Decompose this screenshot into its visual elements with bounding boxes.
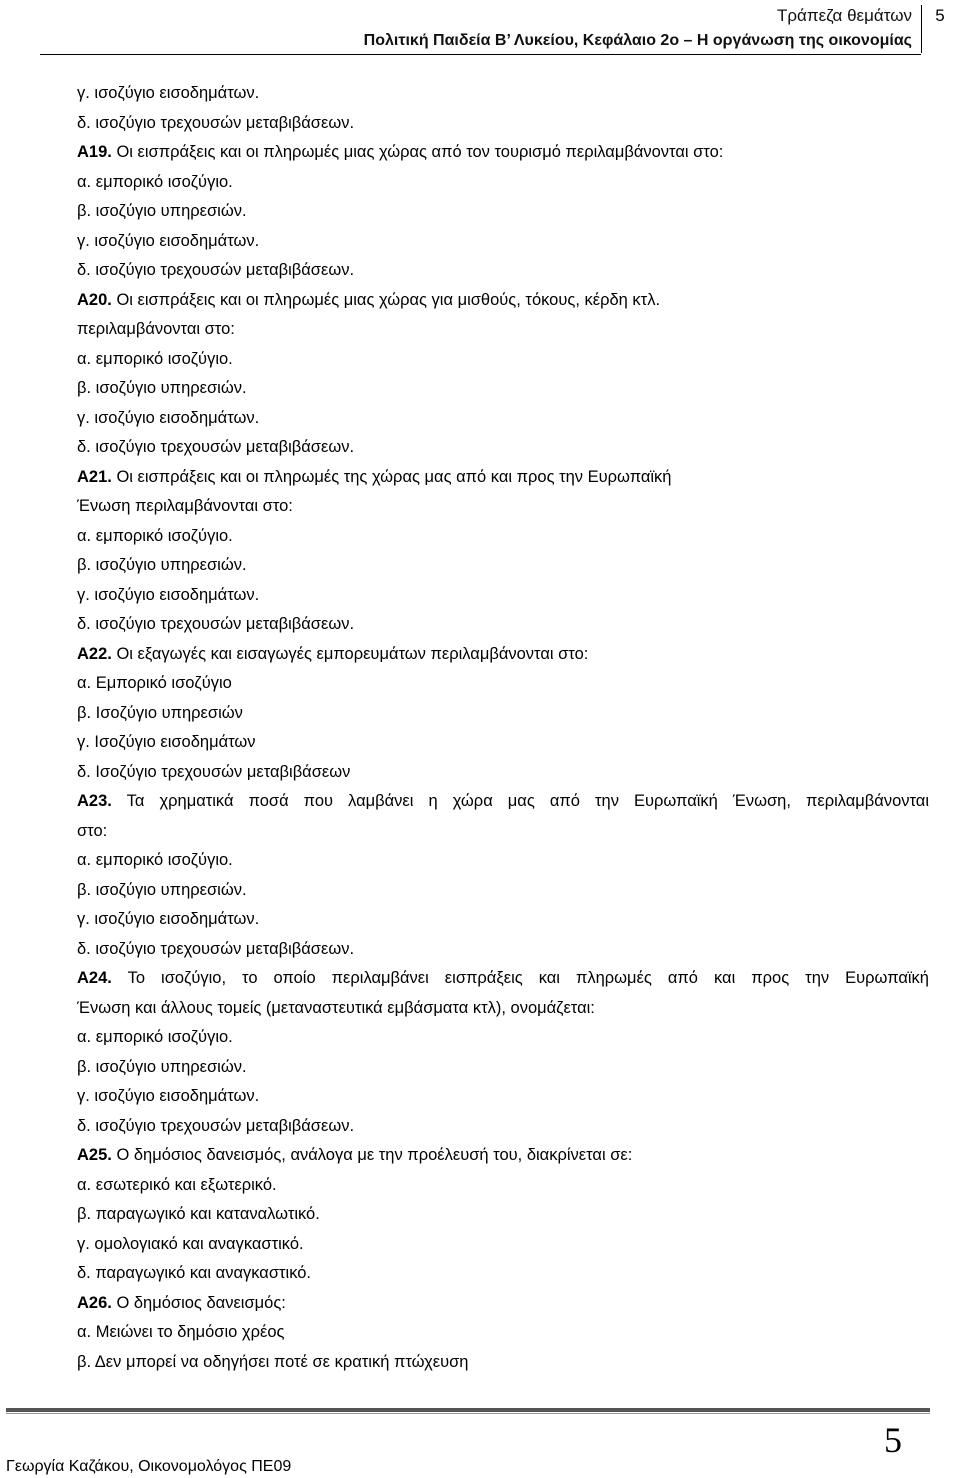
text-line bbox=[77, 699, 929, 729]
text-line bbox=[77, 817, 929, 847]
text-line bbox=[77, 522, 929, 552]
option-text: β. Ισοζύγιο υπηρεσιών bbox=[77, 703, 243, 722]
option-text: δ. ισοζύγιο τρεχουσών μεταβιβάσεων. bbox=[77, 438, 355, 456]
text-line bbox=[77, 1259, 929, 1289]
option-text: γ. ομολογιακό και αναγκαστικό. bbox=[77, 1234, 304, 1253]
question-text: Οι εισπράξεις και οι πληρωμές της χώρας μας από και προς την Ευρωπαϊκή bbox=[111, 467, 672, 486]
option-text: α. εμπορικό ισοζύγιο. bbox=[77, 349, 233, 368]
text-line bbox=[77, 728, 929, 758]
page-header bbox=[0, 0, 960, 60]
question-number: Α25. bbox=[77, 1146, 112, 1164]
option-text: β. παραγωγικό και καταναλωτικό. bbox=[77, 1205, 320, 1223]
question-line bbox=[77, 463, 929, 493]
text-line bbox=[77, 1348, 929, 1378]
question-number: Α20. bbox=[77, 290, 112, 309]
option-text: β. ισοζύγιο υπηρεσιών. bbox=[77, 379, 247, 397]
text-line bbox=[77, 994, 929, 1024]
option-text: γ. ισοζύγιο εισοδημάτων. bbox=[77, 84, 260, 102]
text-line bbox=[77, 905, 929, 935]
option-text: γ. ισοζύγιο εισοδημάτων. bbox=[77, 1087, 260, 1105]
text-line bbox=[77, 168, 929, 198]
option-text: α. εμπορικό ισοζύγιο. bbox=[77, 526, 233, 545]
question-line bbox=[77, 787, 929, 817]
text-line bbox=[77, 610, 929, 640]
question-line bbox=[77, 1289, 929, 1319]
text-line bbox=[77, 846, 929, 876]
question-number: Α19. bbox=[77, 143, 112, 161]
question-text: Οι εισπράξεις και οι πληρωμές μιας χώρας για μισθούς, τόκους, κέρδη κτλ. bbox=[111, 290, 661, 309]
question-line bbox=[77, 640, 929, 670]
text-line bbox=[77, 109, 929, 139]
footer-rule-thin bbox=[6, 1413, 930, 1414]
option-text: περιλαμβάνονται στο: bbox=[77, 320, 235, 338]
text-line bbox=[77, 197, 929, 227]
question-number: Α23. bbox=[77, 792, 112, 810]
option-text: β. ισοζύγιο υπηρεσιών. bbox=[77, 1057, 247, 1076]
option-text: β. Δεν μπορεί να οδηγήσει ποτέ σε κρατική πτώχευση bbox=[77, 1352, 469, 1371]
question-text: Οι εξαγωγές και εισαγωγές εμπορευμάτων περιλαμβάνονται στο: bbox=[111, 644, 589, 663]
header-title: Τράπεζα θεμάτων bbox=[776, 6, 912, 25]
text-line bbox=[77, 551, 929, 581]
text-line bbox=[77, 1200, 929, 1230]
option-text: δ. ισοζύγιο τρεχουσών μεταβιβάσεων. bbox=[77, 261, 355, 279]
text-line bbox=[77, 669, 929, 699]
text-line bbox=[77, 758, 929, 788]
question-number: Α24. bbox=[77, 969, 112, 987]
option-text: δ. παραγωγικό και αναγκαστικό. bbox=[77, 1264, 312, 1282]
question-line bbox=[77, 138, 929, 168]
option-text: γ. ισοζύγιο εισοδημάτων. bbox=[77, 231, 260, 250]
question-number: Α26. bbox=[77, 1293, 112, 1312]
text-line bbox=[77, 1230, 929, 1260]
option-text: α. Μειώνει το δημόσιο χρέος bbox=[77, 1323, 285, 1341]
option-text: α. εμπορικό ισοζύγιο. bbox=[77, 172, 233, 191]
option-text: δ. ισοζύγιο τρεχουσών μεταβιβάσεων. bbox=[77, 113, 355, 132]
question-number: Α21. bbox=[77, 467, 112, 486]
text-line bbox=[77, 1082, 929, 1112]
header-page-number: 5 bbox=[935, 6, 945, 25]
option-text: α. εσωτερικό και εξωτερικό. bbox=[77, 1175, 277, 1194]
option-text: γ. ισοζύγιο εισοδημάτων. bbox=[77, 408, 260, 427]
header-subtitle: Πολιτική Παιδεία Β’ Λυκείου, Κεφάλαιο 2ο – Η οργάνωση της οικονομίας bbox=[363, 32, 912, 49]
option-text: Ένωση περιλαμβάνονται στο: bbox=[77, 497, 293, 515]
question-line bbox=[77, 286, 929, 316]
option-text: α. Εμπορικό ισοζύγιο bbox=[77, 674, 232, 692]
question-line bbox=[77, 964, 929, 994]
option-text: δ. ισοζύγιο τρεχουσών μεταβιβάσεων. bbox=[77, 1116, 355, 1135]
header-divider bbox=[921, 5, 922, 53]
header-rule bbox=[40, 54, 921, 55]
text-line bbox=[77, 1171, 929, 1201]
option-text: β. ισοζύγιο υπηρεσιών. bbox=[77, 880, 247, 899]
text-line bbox=[77, 1023, 929, 1053]
option-text: δ. ισοζύγιο τρεχουσών μεταβιβάσεων. bbox=[77, 615, 355, 633]
footer-page-number: 5 bbox=[884, 1420, 902, 1460]
text-line bbox=[77, 315, 929, 345]
option-text: δ. Ισοζύγιο τρεχουσών μεταβιβάσεων bbox=[77, 762, 351, 781]
question-number: Α22. bbox=[77, 644, 112, 663]
text-line bbox=[77, 374, 929, 404]
document-body bbox=[77, 79, 929, 1377]
question-line bbox=[77, 1141, 929, 1171]
option-text: γ. ισοζύγιο εισοδημάτων. bbox=[77, 585, 260, 604]
option-text: α. εμπορικό ισοζύγιο. bbox=[77, 851, 233, 869]
text-line bbox=[77, 581, 929, 611]
text-line bbox=[77, 492, 929, 522]
text-line bbox=[77, 876, 929, 906]
text-line bbox=[77, 1053, 929, 1083]
option-text: β. ισοζύγιο υπηρεσιών. bbox=[77, 556, 247, 574]
question-text: Οι εισπράξεις και οι πληρωμές μιας χώρας από τον τουρισμό περιλαμβάνονται στο: bbox=[111, 143, 724, 161]
option-text: δ. ισοζύγιο τρεχουσών μεταβιβάσεων. bbox=[77, 939, 355, 958]
question-text: Ο δημόσιος δανεισμός: bbox=[111, 1293, 286, 1312]
text-line bbox=[77, 345, 929, 375]
option-text: β. ισοζύγιο υπηρεσιών. bbox=[77, 202, 247, 220]
text-line bbox=[77, 1318, 929, 1348]
text-line bbox=[77, 256, 929, 286]
option-text: Ένωση και άλλους τομείς (μεταναστευτικά εμβάσματα κτλ), ονομάζεται: bbox=[77, 998, 595, 1017]
text-line bbox=[77, 404, 929, 434]
text-line bbox=[77, 433, 929, 463]
text-line bbox=[77, 1112, 929, 1142]
text-line bbox=[77, 79, 929, 109]
option-text: στο: bbox=[77, 821, 108, 840]
text-line bbox=[77, 227, 929, 257]
footer-author: Γεωργία Καζάκου, Οικονομολόγος ΠΕ09 bbox=[6, 1458, 292, 1475]
option-text: α. εμπορικό ισοζύγιο. bbox=[77, 1028, 233, 1046]
option-text: γ. ισοζύγιο εισοδημάτων. bbox=[77, 910, 260, 928]
question-text: Το ισοζύγιο, το οποίο περιλαμβάνει εισπράξεις και πληρωμές από και προς την Ευρωπαϊκή bbox=[111, 969, 929, 987]
footer-rule bbox=[6, 1408, 930, 1412]
question-text: Τα χρηματικά ποσά που λαμβάνει η χώρα μας από την Ευρωπαϊκή Ένωση, περιλαμβάνονται bbox=[111, 792, 929, 810]
text-line bbox=[77, 935, 929, 965]
question-text: Ο δημόσιος δανεισμός, ανάλογα με την προέλευσή του, διακρίνεται σε: bbox=[111, 1146, 633, 1164]
option-text: γ. Ισοζύγιο εισοδημάτων bbox=[77, 733, 256, 751]
